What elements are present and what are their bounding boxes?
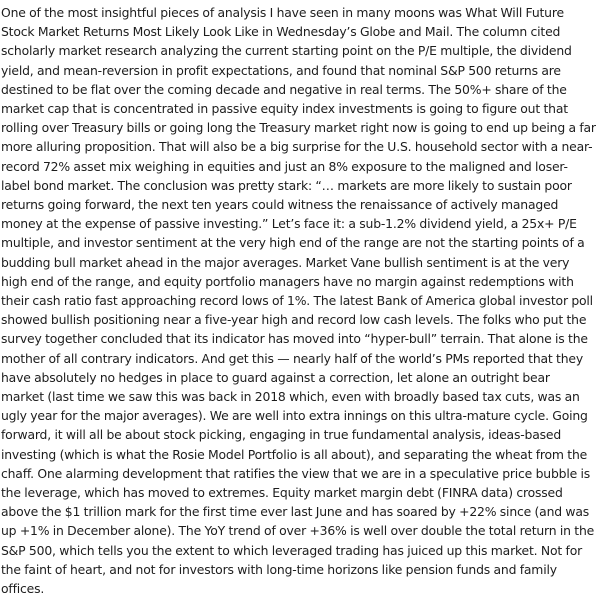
article-body-text: One of the most insightful pieces of analysis I have seen in many moons was What Will Future Stock Market Returns Most Likely Look Like in Wednesday’s Globe and Mail. The column cited scholarly market research analyzing the current starting point on the P/E multiple, the dividend yield, and mean-reversion in profit expectations, and found that nominal S&P 500 returns are destined to be flat over the coming decade and negative in real terms. The 50%+ share of the market cap that is concentrated in passive equity index investments is going to figure out that rolling over Treasury bills or going long the Treasury market right now is going to end up being a far more alluring proposition. That will also be a big surprise for the U.S. household sector with a near-record 72% asset mix weighing in equities and just an 8% exposure to the maligned and loser-label bond market. The conclusion was pretty stark: “… markets are more likely to sustain poor returns going forward, the next ten years could witness the renaissance of actively managed money at the expense of passive investing.” Let’s face it: a sub-1.2% dividend yield, a 25x+ P/E multiple, and investor sentiment at the very high end of the range are not the starting points of a budding bull market ahead in the major averages. Market Vane bullish sentiment is at the very high end of the range, and equity portfolio managers have no margin against redemptions with their cash ratio fast approaching record lows of 1%. The latest Bank of America global investor poll showed bullish positioning near a five-year high and record low cash levels. The folks who put the survey together concluded that its indicator has moved into “hyper-bull” terrain. That alone is the mother of all contrary indicators. And get this — nearly half of the world’s PMs reported that they have absolutely no hedges in place to guard against a correction, let alone an outright bear market (last time we saw this was back in 2018 which, even with broadly based tax cuts, was an ugly year for the major averages). We are well into extra innings on this ultra-mature cycle. Going forward, it will all be about stock picking, engaging in true fundamental analysis, ideas-based investing (which is what the Rosie Model Portfolio is all about), and separating the wheat from the chaff. One alarming development that ratifies the view that we are in a speculative price bubble is the leverage, which has moved to extremes. Equity market margin debt (FINRA data) crossed above the $1 trillion mark for the first time ever last June and has soared by +22% since (and was up +1% in December alone). The YoY trend of over +36% is well over double the total return in the S&P 500, which tells you the extent to which leveraged trading has juiced up this market. Not for the faint of heart, and not for investors with long-time horizons like pension funds and family offices.: [1, 5, 596, 597]
